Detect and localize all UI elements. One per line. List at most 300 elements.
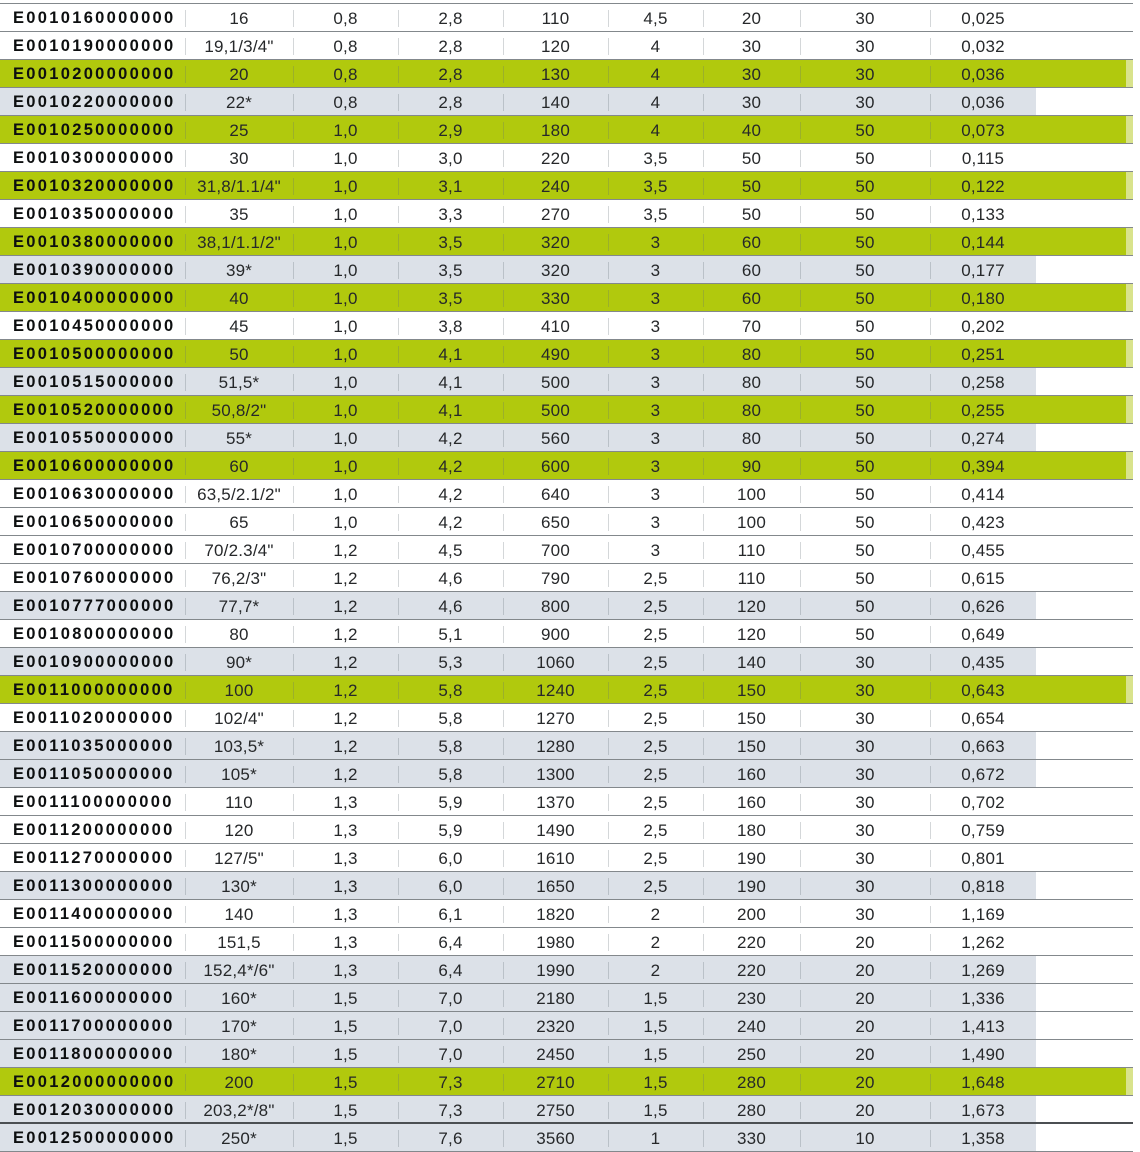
value-cell: 1,673 [930, 1102, 1036, 1119]
value-cell: 1650 [503, 878, 608, 895]
value-cell: 2,5 [608, 682, 703, 699]
value-cell: 50 [800, 206, 930, 223]
size-cell: 60 [185, 458, 293, 475]
value-cell: 1,0 [293, 290, 398, 307]
part-number-cell: E0010380000000 [13, 232, 176, 251]
product-table [0, 4, 1140, 1152]
value-cell: 5,1 [398, 626, 503, 643]
size-cell: 77,7* [185, 598, 293, 615]
value-cell: 50 [800, 486, 930, 503]
value-cell: 0,649 [930, 626, 1036, 643]
value-cell: 900 [503, 626, 608, 643]
value-cell: 1,2 [293, 738, 398, 755]
table-row [0, 396, 1140, 424]
value-cell: 1,3 [293, 906, 398, 923]
value-cell: 4 [608, 66, 703, 83]
value-cell: 1,0 [293, 430, 398, 447]
value-cell: 1,2 [293, 710, 398, 727]
table-row [0, 760, 1140, 788]
part-number-cell: E0011035000000 [13, 736, 175, 755]
value-cell: 7,0 [398, 990, 503, 1007]
value-cell: 3,0 [398, 150, 503, 167]
value-cell: 0,8 [293, 66, 398, 83]
size-cell: 65 [185, 514, 293, 531]
value-cell: 1,0 [293, 178, 398, 195]
value-cell: 50 [800, 346, 930, 363]
size-cell: 160* [185, 990, 293, 1007]
size-cell: 250* [185, 1130, 293, 1147]
part-number-cell: E0010900000000 [13, 652, 176, 671]
value-cell: 4,5 [398, 542, 503, 559]
value-cell: 1,5 [608, 1074, 703, 1091]
table-row [0, 480, 1140, 508]
value-cell: 120 [703, 626, 800, 643]
value-cell: 80 [703, 346, 800, 363]
part-number-cell: E0011000000000 [13, 680, 175, 699]
table-row [0, 648, 1140, 676]
value-cell: 0,643 [930, 682, 1036, 699]
value-cell: 20 [800, 1074, 930, 1091]
size-cell: 90* [185, 654, 293, 671]
value-cell: 60 [703, 290, 800, 307]
value-cell: 0,759 [930, 822, 1036, 839]
value-cell: 3,5 [398, 290, 503, 307]
value-cell: 490 [503, 346, 608, 363]
value-cell: 2 [608, 934, 703, 951]
table-row [0, 60, 1140, 88]
part-number-cell: E0011700000000 [13, 1016, 175, 1035]
value-cell: 30 [703, 38, 800, 55]
size-cell: 19,1/3/4" [185, 38, 293, 55]
value-cell: 1,2 [293, 626, 398, 643]
part-number-cell: E0010200000000 [13, 64, 176, 83]
value-cell: 790 [503, 570, 608, 587]
table-row [0, 368, 1140, 396]
value-cell: 2710 [503, 1074, 608, 1091]
value-cell: 2,8 [398, 38, 503, 55]
value-cell: 200 [703, 906, 800, 923]
value-cell: 1,0 [293, 346, 398, 363]
value-cell: 1,0 [293, 206, 398, 223]
value-cell: 1610 [503, 850, 608, 867]
value-cell: 140 [703, 654, 800, 671]
part-number-cell: E0010800000000 [13, 624, 176, 643]
value-cell: 0,036 [930, 94, 1036, 111]
value-cell: 50 [800, 598, 930, 615]
table-row [0, 4, 1140, 32]
part-number-cell: E0011800000000 [13, 1044, 175, 1063]
part-number-cell: E0010777000000 [13, 596, 176, 615]
value-cell: 1270 [503, 710, 608, 727]
value-cell: 50 [800, 234, 930, 251]
value-cell: 240 [503, 178, 608, 195]
value-cell: 1,0 [293, 402, 398, 419]
part-number-cell: E0010520000000 [13, 400, 176, 419]
value-cell: 3,3 [398, 206, 503, 223]
value-cell: 0,025 [930, 10, 1036, 27]
value-cell: 330 [703, 1130, 800, 1147]
table-row [0, 1012, 1140, 1040]
value-cell: 100 [703, 514, 800, 531]
table-row [0, 900, 1140, 928]
value-cell: 6,4 [398, 934, 503, 951]
part-number-cell: E0010700000000 [13, 540, 176, 559]
value-cell: 2,9 [398, 122, 503, 139]
value-cell: 30 [703, 94, 800, 111]
value-cell: 0,202 [930, 318, 1036, 335]
size-cell: 16 [185, 10, 293, 27]
part-number-cell: E0010160000000 [13, 8, 176, 27]
value-cell: 280 [703, 1074, 800, 1091]
size-cell: 50,8/2" [185, 402, 293, 419]
value-cell: 6,0 [398, 850, 503, 867]
value-cell: 2,5 [608, 878, 703, 895]
size-cell: 38,1/1.1/2" [185, 234, 293, 251]
value-cell: 1990 [503, 962, 608, 979]
value-cell: 3,8 [398, 318, 503, 335]
value-cell: 1,5 [608, 1102, 703, 1119]
value-cell: 1,5 [293, 1102, 398, 1119]
value-cell: 0,672 [930, 766, 1036, 783]
value-cell: 3,5 [608, 178, 703, 195]
value-cell: 270 [503, 206, 608, 223]
part-number-cell: E0010630000000 [13, 484, 176, 503]
value-cell: 0,180 [930, 290, 1036, 307]
value-cell: 1,5 [608, 990, 703, 1007]
part-number-cell: E0010600000000 [13, 456, 176, 475]
part-number-cell: E0010350000000 [13, 204, 176, 223]
value-cell: 2,5 [608, 822, 703, 839]
value-cell: 3 [608, 234, 703, 251]
value-cell: 1,5 [293, 1074, 398, 1091]
value-cell: 320 [503, 262, 608, 279]
value-cell: 0,115 [930, 150, 1036, 167]
value-cell: 5,9 [398, 794, 503, 811]
part-number-cell: E0010400000000 [13, 288, 176, 307]
value-cell: 1820 [503, 906, 608, 923]
value-cell: 1300 [503, 766, 608, 783]
size-cell: 140 [185, 906, 293, 923]
table-row [0, 32, 1140, 60]
value-cell: 7,0 [398, 1046, 503, 1063]
value-cell: 4 [608, 94, 703, 111]
value-cell: 30 [800, 38, 930, 55]
value-cell: 5,8 [398, 766, 503, 783]
value-cell: 4 [608, 122, 703, 139]
value-cell: 7,3 [398, 1102, 503, 1119]
table-row [0, 256, 1140, 284]
value-cell: 1,0 [293, 486, 398, 503]
size-cell: 152,4*/6" [185, 962, 293, 979]
value-cell: 700 [503, 542, 608, 559]
value-cell: 60 [703, 262, 800, 279]
value-cell: 50 [800, 626, 930, 643]
table-row [0, 788, 1140, 816]
value-cell: 1,262 [930, 934, 1036, 951]
value-cell: 4,2 [398, 458, 503, 475]
value-cell: 190 [703, 850, 800, 867]
value-cell: 30 [800, 94, 930, 111]
part-number-cell: E0011020000000 [13, 708, 175, 727]
value-cell: 1,3 [293, 934, 398, 951]
part-number-cell: E0010500000000 [13, 344, 176, 363]
size-cell: 40 [185, 290, 293, 307]
value-cell: 3560 [503, 1130, 608, 1147]
value-cell: 1,5 [293, 1046, 398, 1063]
value-cell: 20 [800, 990, 930, 1007]
table-row [0, 1124, 1140, 1152]
value-cell: 1,2 [293, 542, 398, 559]
value-cell: 650 [503, 514, 608, 531]
size-cell: 105* [185, 766, 293, 783]
size-cell: 130* [185, 878, 293, 895]
value-cell: 20 [800, 1018, 930, 1035]
value-cell: 60 [703, 234, 800, 251]
value-cell: 2,5 [608, 598, 703, 615]
value-cell: 50 [800, 318, 930, 335]
value-cell: 640 [503, 486, 608, 503]
value-cell: 1,648 [930, 1074, 1036, 1091]
value-cell: 1,0 [293, 374, 398, 391]
value-cell: 560 [503, 430, 608, 447]
part-number-cell: E0010320000000 [13, 176, 176, 195]
value-cell: 50 [703, 206, 800, 223]
value-cell: 30 [800, 794, 930, 811]
table-row [0, 144, 1140, 172]
value-cell: 1,5 [293, 1018, 398, 1035]
table-row [0, 536, 1140, 564]
value-cell: 220 [503, 150, 608, 167]
value-cell: 80 [703, 374, 800, 391]
value-cell: 600 [503, 458, 608, 475]
value-cell: 50 [800, 570, 930, 587]
part-number-cell: E0011500000000 [13, 932, 175, 951]
size-cell: 120 [185, 822, 293, 839]
size-cell: 22* [185, 94, 293, 111]
table-row [0, 452, 1140, 480]
value-cell: 90 [703, 458, 800, 475]
value-cell: 1,2 [293, 682, 398, 699]
value-cell: 110 [703, 542, 800, 559]
value-cell: 0,144 [930, 234, 1036, 251]
value-cell: 0,423 [930, 514, 1036, 531]
value-cell: 80 [703, 430, 800, 447]
value-cell: 30 [800, 710, 930, 727]
value-cell: 2320 [503, 1018, 608, 1035]
table-row [0, 592, 1140, 620]
table-row [0, 200, 1140, 228]
part-number-cell: E0011100000000 [13, 792, 174, 811]
value-cell: 1060 [503, 654, 608, 671]
value-cell: 800 [503, 598, 608, 615]
value-cell: 30 [800, 66, 930, 83]
value-cell: 2450 [503, 1046, 608, 1063]
size-cell: 55* [185, 430, 293, 447]
size-cell: 30 [185, 150, 293, 167]
value-cell: 1,413 [930, 1018, 1036, 1035]
value-cell: 7,0 [398, 1018, 503, 1035]
value-cell: 1,5 [608, 1046, 703, 1063]
value-cell: 2,5 [608, 766, 703, 783]
value-cell: 4,6 [398, 598, 503, 615]
value-cell: 5,3 [398, 654, 503, 671]
value-cell: 150 [703, 710, 800, 727]
value-cell: 30 [703, 66, 800, 83]
value-cell: 0,122 [930, 178, 1036, 195]
value-cell: 1 [608, 1130, 703, 1147]
value-cell: 0,036 [930, 66, 1036, 83]
value-cell: 0,414 [930, 486, 1036, 503]
value-cell: 50 [800, 178, 930, 195]
value-cell: 110 [503, 10, 608, 27]
part-number-cell: E0010515000000 [13, 372, 176, 391]
table-row [0, 312, 1140, 340]
part-number-cell: E0010760000000 [13, 568, 176, 587]
table-row [0, 284, 1140, 312]
value-cell: 3 [608, 458, 703, 475]
table-row [0, 424, 1140, 452]
value-cell: 6,0 [398, 878, 503, 895]
value-cell: 1,2 [293, 654, 398, 671]
value-cell: 500 [503, 402, 608, 419]
table-row [0, 816, 1140, 844]
value-cell: 4,1 [398, 402, 503, 419]
value-cell: 0,073 [930, 122, 1036, 139]
value-cell: 2,5 [608, 570, 703, 587]
table-row [0, 116, 1140, 144]
table-row [0, 172, 1140, 200]
value-cell: 120 [503, 38, 608, 55]
value-cell: 1,0 [293, 458, 398, 475]
value-cell: 160 [703, 794, 800, 811]
value-cell: 230 [703, 990, 800, 1007]
value-cell: 0,258 [930, 374, 1036, 391]
value-cell: 180 [503, 122, 608, 139]
value-cell: 0,455 [930, 542, 1036, 559]
value-cell: 40 [703, 122, 800, 139]
value-cell: 1,5 [608, 1018, 703, 1035]
value-cell: 3 [608, 346, 703, 363]
size-cell: 80 [185, 626, 293, 643]
part-number-cell: E0011270000000 [13, 848, 175, 867]
value-cell: 1,336 [930, 990, 1036, 1007]
value-cell: 30 [800, 682, 930, 699]
part-number-cell: E0010300000000 [13, 148, 176, 167]
size-cell: 127/5" [185, 850, 293, 867]
value-cell: 50 [800, 262, 930, 279]
value-cell: 0,133 [930, 206, 1036, 223]
part-number-cell: E0010650000000 [13, 512, 176, 531]
table-row [0, 508, 1140, 536]
value-cell: 3 [608, 262, 703, 279]
value-cell: 250 [703, 1046, 800, 1063]
value-cell: 2,5 [608, 710, 703, 727]
value-cell: 1,2 [293, 570, 398, 587]
size-cell: 180* [185, 1046, 293, 1063]
value-cell: 2750 [503, 1102, 608, 1119]
value-cell: 7,3 [398, 1074, 503, 1091]
value-cell: 50 [703, 150, 800, 167]
value-cell: 1,358 [930, 1130, 1036, 1147]
value-cell: 1,5 [293, 1130, 398, 1147]
value-cell: 70 [703, 318, 800, 335]
value-cell: 4,1 [398, 374, 503, 391]
value-cell: 5,8 [398, 682, 503, 699]
value-cell: 1,269 [930, 962, 1036, 979]
size-cell: 31,8/1.1/4" [185, 178, 293, 195]
table-row [0, 844, 1140, 872]
value-cell: 1,5 [293, 990, 398, 1007]
value-cell: 80 [703, 402, 800, 419]
value-cell: 30 [800, 822, 930, 839]
size-cell: 35 [185, 206, 293, 223]
value-cell: 0,663 [930, 738, 1036, 755]
part-number-cell: E0010390000000 [13, 260, 176, 279]
value-cell: 1490 [503, 822, 608, 839]
value-cell: 1,3 [293, 962, 398, 979]
value-cell: 3 [608, 542, 703, 559]
value-cell: 4,2 [398, 486, 503, 503]
size-cell: 110 [185, 794, 293, 811]
value-cell: 2,5 [608, 794, 703, 811]
value-cell: 50 [800, 458, 930, 475]
part-number-cell: E0010220000000 [13, 92, 176, 111]
value-cell: 20 [800, 962, 930, 979]
size-cell: 170* [185, 1018, 293, 1035]
value-cell: 50 [800, 290, 930, 307]
value-cell: 0,032 [930, 38, 1036, 55]
size-cell: 50 [185, 346, 293, 363]
table-row [0, 228, 1140, 256]
value-cell: 150 [703, 738, 800, 755]
value-cell: 5,8 [398, 710, 503, 727]
value-cell: 20 [703, 10, 800, 27]
part-number-cell: E0011200000000 [13, 820, 175, 839]
value-cell: 2,8 [398, 10, 503, 27]
value-cell: 4 [608, 38, 703, 55]
value-cell: 120 [703, 598, 800, 615]
size-cell: 100 [185, 682, 293, 699]
value-cell: 3,5 [398, 234, 503, 251]
value-cell: 1,490 [930, 1046, 1036, 1063]
value-cell: 2,5 [608, 738, 703, 755]
value-cell: 3 [608, 402, 703, 419]
part-number-cell: E0012000000000 [13, 1072, 176, 1091]
value-cell: 0,8 [293, 94, 398, 111]
value-cell: 3,5 [398, 262, 503, 279]
value-cell: 0,654 [930, 710, 1036, 727]
value-cell: 150 [703, 682, 800, 699]
size-cell: 20 [185, 66, 293, 83]
value-cell: 2,8 [398, 94, 503, 111]
value-cell: 3,5 [608, 150, 703, 167]
value-cell: 0,394 [930, 458, 1036, 475]
value-cell: 3 [608, 514, 703, 531]
value-cell: 3 [608, 318, 703, 335]
value-cell: 1240 [503, 682, 608, 699]
value-cell: 3 [608, 290, 703, 307]
value-cell: 0,255 [930, 402, 1036, 419]
value-cell: 50 [800, 150, 930, 167]
table-row [0, 620, 1140, 648]
value-cell: 20 [800, 1102, 930, 1119]
value-cell: 3 [608, 374, 703, 391]
value-cell: 50 [800, 402, 930, 419]
size-cell: 103,5* [185, 738, 293, 755]
table-row [0, 956, 1140, 984]
value-cell: 3,1 [398, 178, 503, 195]
value-cell: 2,5 [608, 626, 703, 643]
